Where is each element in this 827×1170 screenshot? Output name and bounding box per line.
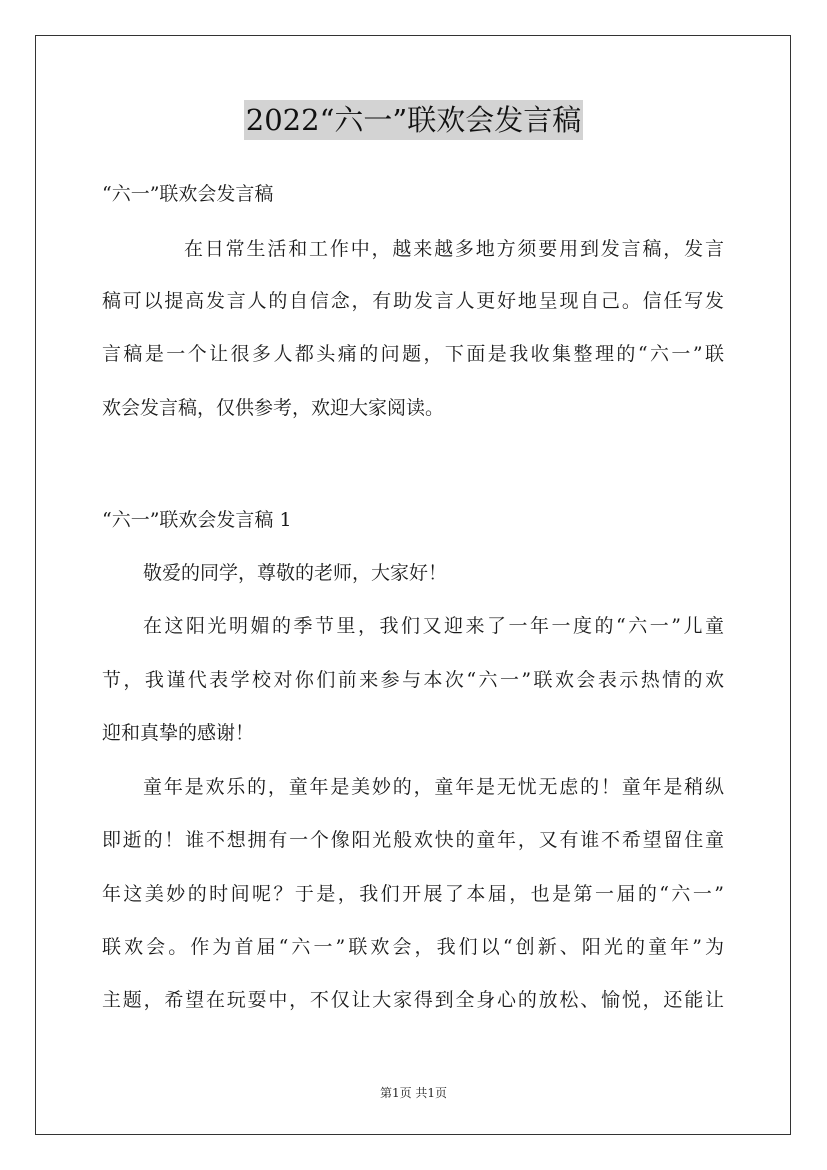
para2-line-1: 童年是欢乐的，童年是美妙的，童年是无忧无虑的！童年是稍纵 <box>143 776 724 798</box>
para1-line-3: 迎和真挚的感谢！ <box>102 722 255 744</box>
para2-line-4: 联欢会。作为首届“六一”联欢会，我们以“创新、阳光的童年”为 <box>102 936 724 958</box>
para1-line-1: 在这阳光明媚的季节里，我们又迎来了一年一度的“六一”儿童 <box>143 615 724 637</box>
intro-line-2: 稿可以提高发言人的自信念，有助发言人更好地呈现自己。信任写发 <box>102 290 724 312</box>
para1-line-2: 节，我谨代表学校对你们前来参与本次“六一”联欢会表示热情的欢 <box>102 669 724 691</box>
intro-line-3: 言稿是一个让很多人都头痛的问题，下面是我收集整理的“六一”联 <box>102 343 724 365</box>
title-container <box>0 100 827 140</box>
greeting: 敬爱的同学，尊敬的老师，大家好！ <box>143 562 448 584</box>
intro-line-1: 在日常生活和工作中，越来越多地方须要用到发言稿，发言 <box>184 238 724 260</box>
document-title: 2022“六一”联欢会发言稿 <box>244 100 583 140</box>
para2-line-3: 年这美妙的时间呢？于是，我们开展了本届，也是第一届的“六一” <box>102 883 724 905</box>
page-footer: 第1页 共1页 <box>379 1086 448 1100</box>
intro-line-4: 欢会发言稿，仅供参考，欢迎大家阅读。 <box>102 397 445 419</box>
para2-line-2: 即逝的！谁不想拥有一个像阳光般欢快的童年，又有谁不希望留住童 <box>102 829 724 851</box>
section-heading: “六一”联欢会发言稿 1 <box>102 509 292 531</box>
para2-line-5: 主题，希望在玩耍中，不仅让大家得到全身心的放松、愉悦，还能让 <box>102 989 724 1011</box>
subtitle: “六一”联欢会发言稿 <box>102 183 274 205</box>
